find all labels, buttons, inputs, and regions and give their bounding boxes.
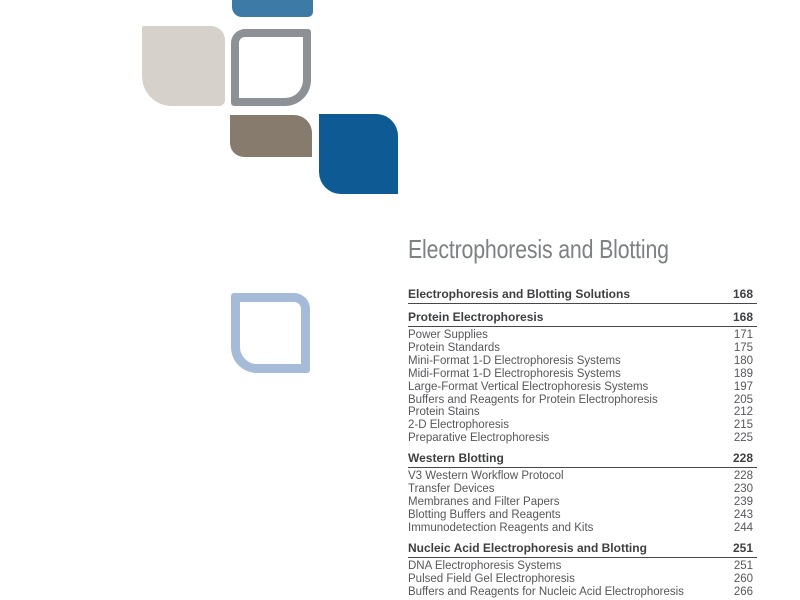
toc-entry-page-number: 175 [733, 341, 753, 354]
toc-entry-label: Transfer Devices [408, 483, 495, 496]
toc-entry-page-number: 180 [733, 354, 753, 367]
toc-entry[interactable] [408, 483, 757, 496]
toc-entry-label: V3 Western Workflow Protocol [408, 470, 564, 483]
page-title: Electrophoresis and Blotting [408, 234, 669, 264]
toc-entry-label: Midi-Format 1-D Electrophoresis Systems [408, 367, 621, 380]
toc-entry-page-number: 225 [733, 432, 753, 445]
toc-entry-page-number: 189 [733, 367, 753, 380]
toc-section-title: Protein Electrophoresis [408, 310, 544, 324]
toc-entry-page-number: 228 [733, 470, 753, 483]
toc-section-page-number: 228 [732, 451, 753, 466]
toc-section [408, 288, 757, 304]
toc-entry-label: Membranes and Filter Papers [408, 495, 560, 508]
toc-entry-page-number: 215 [733, 419, 753, 432]
toc-entry[interactable] [408, 470, 757, 483]
toc-entry-page-number: 244 [733, 521, 753, 534]
toc-entry-label: Large-Format Vertical Electrophoresis Systems [408, 380, 649, 393]
toc-entry-label: Mini-Format 1-D Electrophoresis Systems [408, 354, 621, 367]
toc-entry[interactable] [408, 496, 757, 509]
toc-entry[interactable] [408, 406, 757, 419]
toc-entry-page-number: 260 [733, 572, 753, 585]
toc-section-header[interactable] [408, 311, 757, 327]
toc-entry-page-number: 205 [733, 393, 753, 406]
toc-entry-page-number: 171 [733, 329, 753, 341]
toc-entry[interactable] [408, 432, 757, 445]
toc-entry-label: Buffers and Reagents for Protein Electrophoresis [408, 393, 658, 406]
toc-entry-label: 2-D Electrophoresis [408, 419, 509, 432]
toc-section-header[interactable] [408, 542, 757, 558]
toc-section-items [408, 470, 757, 535]
toc-entry-page-number: 212 [733, 406, 753, 419]
logo-tile-periwinkle-outline-square [231, 293, 310, 373]
toc-section-items [408, 329, 757, 445]
logo-tile-dark-blue-square [319, 114, 398, 194]
logo-tile-gray-outline-square [231, 29, 311, 106]
toc-section [408, 311, 757, 445]
toc-entry-page-number: 197 [733, 380, 753, 393]
toc-entry[interactable] [408, 329, 757, 342]
toc-section-title: Electrophoresis and Blotting Solutions [408, 287, 631, 301]
toc-section-items [408, 560, 757, 599]
toc-entry-label: Power Supplies [408, 329, 488, 341]
toc-entry[interactable] [408, 419, 757, 432]
toc-entry[interactable] [408, 586, 757, 599]
toc-entry[interactable] [408, 509, 757, 522]
toc-entry-page-number: 230 [733, 483, 753, 496]
toc-section-page-number: 168 [732, 287, 753, 301]
toc-entry-label: Protein Stains [408, 406, 480, 419]
toc-entry[interactable] [408, 522, 757, 535]
toc-entry[interactable] [408, 560, 757, 573]
toc-entry-label: DNA Electrophoresis Systems [408, 559, 562, 572]
toc-entry[interactable] [408, 368, 757, 381]
toc-entry-page-number: 251 [733, 559, 753, 572]
toc-section-title: Nucleic Acid Electrophoresis and Blotting [408, 540, 647, 555]
toc-entry[interactable] [408, 394, 757, 407]
logo-tile-top-blue-bar [232, 0, 313, 17]
toc-entry-label: Buffers and Reagents for Nucleic Acid Electrophoresis [408, 585, 684, 598]
toc-entry-label: Preparative Electrophoresis [408, 432, 550, 445]
toc-section-title: Western Blotting [408, 451, 504, 466]
toc-section-header[interactable] [408, 288, 757, 304]
toc-section-page-number: 168 [732, 310, 753, 324]
toc-entry[interactable] [408, 573, 757, 586]
toc-entry-label: Blotting Buffers and Reagents [408, 508, 561, 521]
toc-section [408, 542, 757, 599]
toc-section [408, 452, 757, 535]
toc-entry[interactable] [408, 381, 757, 394]
toc-section-header[interactable] [408, 452, 757, 468]
toc-entry-page-number: 239 [733, 495, 753, 508]
toc-entry-label: Pulsed Field Gel Electrophoresis [408, 572, 575, 585]
toc-entry[interactable] [408, 355, 757, 368]
toc-entry-label: Protein Standards [408, 341, 501, 354]
toc-section-page-number: 251 [732, 540, 753, 555]
toc-entry-label: Immunodetection Reagents and Kits [408, 521, 594, 534]
logo-tile-beige-square [142, 26, 225, 106]
toc-entry[interactable] [408, 342, 757, 355]
toc-entry-page-number: 266 [733, 585, 753, 598]
toc-entry-page-number: 243 [733, 508, 753, 521]
table-of-contents [408, 288, 757, 598]
logo-tile-brown-bar [230, 115, 312, 157]
